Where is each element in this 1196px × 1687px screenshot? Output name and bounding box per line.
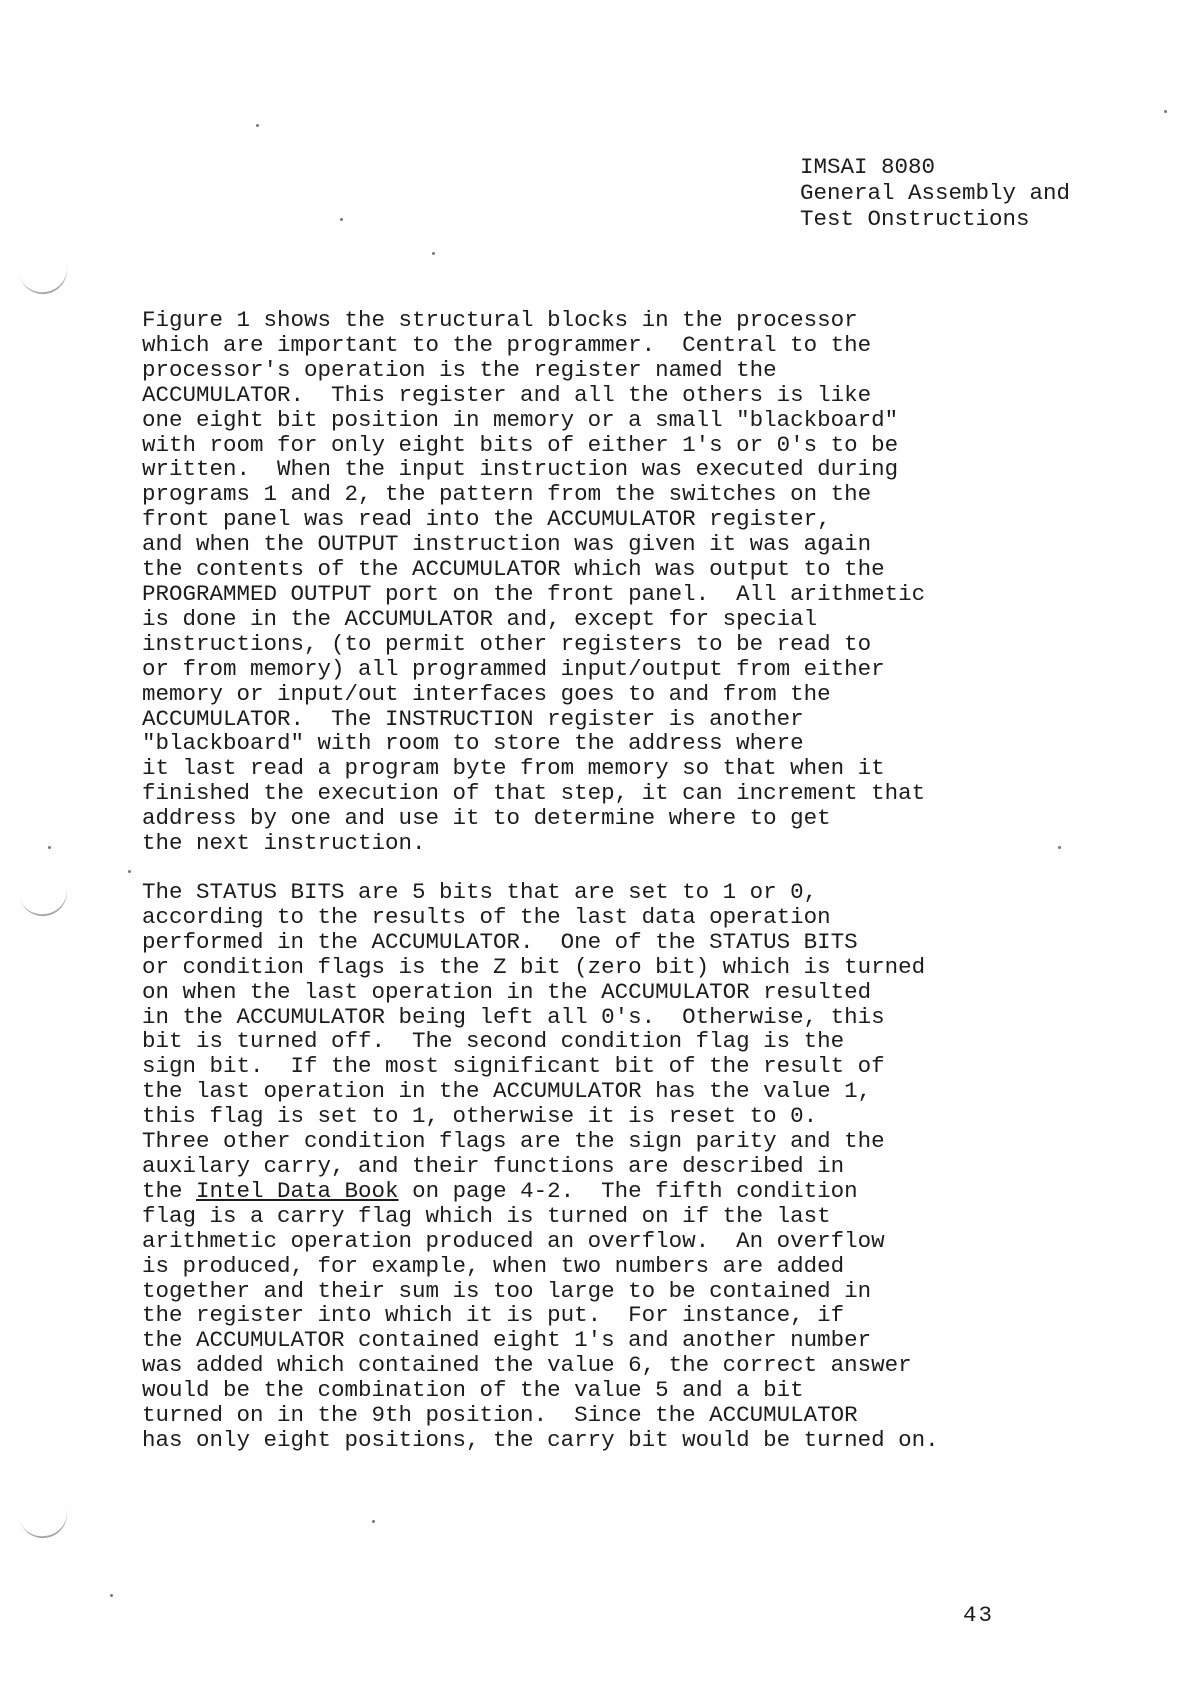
document-header bbox=[800, 154, 1070, 232]
header-line: Test Onstructions bbox=[800, 206, 1030, 232]
text-line: or condition flags is the Z bit (zero bit) which is turned bbox=[142, 953, 926, 980]
text-line: performed in the ACCUMULATOR. One of the STATUS BITS bbox=[142, 928, 858, 955]
text-line: ACCUMULATOR. The INSTRUCTION register is another bbox=[142, 705, 804, 732]
punch-hole-mark bbox=[17, 251, 72, 298]
punch-hole-mark bbox=[17, 873, 72, 920]
text-line: programs 1 and 2, the pattern from the switches on the bbox=[142, 481, 872, 508]
text-line: would be the combination of the value 5 and a bit bbox=[142, 1377, 804, 1404]
text-line: flag is a carry flag which is turned on if the last bbox=[142, 1202, 831, 1229]
text-line: address by one and use it to determine where to get bbox=[142, 805, 831, 832]
text-line: arithmetic operation produced an overflow. An overflow bbox=[142, 1227, 885, 1254]
text-line: Three other condition flags are the sign parity and the bbox=[142, 1128, 885, 1155]
text-line: auxilary carry, and their functions are described in bbox=[142, 1152, 845, 1179]
text-line: together and their sum is too large to be contained in bbox=[142, 1277, 872, 1304]
text-line: in the ACCUMULATOR being left all 0's. Otherwise, this bbox=[142, 1003, 885, 1030]
text-line: is done in the ACCUMULATOR and, except for special bbox=[142, 605, 818, 632]
text-line: was added which contained the value 6, the correct answer bbox=[142, 1352, 912, 1379]
text-line: one eight bit position in memory or a small "blackboard" bbox=[142, 406, 899, 433]
text-line: on when the last operation in the ACCUMULATOR resulted bbox=[142, 978, 872, 1005]
text-line: or from memory) all programmed input/output from either bbox=[142, 655, 885, 682]
text-line: this flag is set to 1, otherwise it is reset to 0. bbox=[142, 1103, 818, 1130]
punch-hole-mark bbox=[17, 1495, 72, 1542]
header-line: General Assembly and bbox=[800, 180, 1071, 206]
text-line: it last read a program byte from memory so that when it bbox=[142, 755, 885, 782]
header-line: IMSAI 8080 bbox=[800, 154, 936, 180]
text-line: the next instruction. bbox=[142, 830, 426, 857]
text-line: sign bit. If the most significant bit of the result of bbox=[142, 1053, 885, 1080]
text-line: finished the execution of that step, it can increment that bbox=[142, 780, 926, 807]
text-line: is produced, for example, when two numbers are added bbox=[142, 1252, 845, 1279]
text-line: front panel was read into the ACCUMULATOR register, bbox=[142, 506, 831, 533]
book-title-underlined: Intel Data Book bbox=[196, 1177, 399, 1204]
text-line: turned on in the 9th position. Since the ACCUMULATOR bbox=[142, 1402, 858, 1429]
text-line: and when the OUTPUT instruction was given it was again bbox=[142, 531, 872, 558]
text-line: Figure 1 shows the structural blocks in the processor bbox=[142, 307, 858, 333]
text-line: ACCUMULATOR. This register and all the others is like bbox=[142, 381, 872, 408]
text-line: the ACCUMULATOR contained eight 1's and another number bbox=[142, 1327, 872, 1354]
paragraph-accumulator bbox=[142, 308, 925, 856]
text-line: has only eight positions, the carry bit would be turned on. bbox=[142, 1426, 939, 1453]
text-fragment: on page 4-2. The fifth condition bbox=[398, 1177, 858, 1204]
text-line: "blackboard" with room to store the address where bbox=[142, 730, 804, 757]
text-line: memory or input/out interfaces goes to and from the bbox=[142, 680, 831, 707]
text-line: which are important to the programmer. Central to the bbox=[142, 331, 872, 358]
text-line: the register into which it is put. For instance, if bbox=[142, 1302, 845, 1329]
text-line: The STATUS BITS are 5 bits that are set to 1 or 0, bbox=[142, 879, 818, 905]
text-line: with room for only eight bits of either 1's or 0's to be bbox=[142, 431, 899, 458]
text-line: bit is turned off. The second condition flag is the bbox=[142, 1028, 845, 1055]
text-line: according to the results of the last data operation bbox=[142, 903, 831, 930]
text-line: written. When the input instruction was executed during bbox=[142, 456, 899, 483]
text-line: the last operation in the ACCUMULATOR has the value 1, bbox=[142, 1078, 872, 1105]
text-fragment: the bbox=[142, 1177, 197, 1204]
text-line: PROGRAMMED OUTPUT port on the front panel. All arithmetic bbox=[142, 580, 926, 607]
text-line-with-book-reference bbox=[142, 1179, 939, 1204]
text-line: processor's operation is the register named the bbox=[142, 356, 777, 383]
page-number: 43 bbox=[963, 1602, 995, 1628]
text-line: the contents of the ACCUMULATOR which was output to the bbox=[142, 556, 885, 583]
paragraph-status-bits bbox=[142, 880, 939, 1453]
text-line: instructions, (to permit other registers to be read to bbox=[142, 630, 872, 657]
